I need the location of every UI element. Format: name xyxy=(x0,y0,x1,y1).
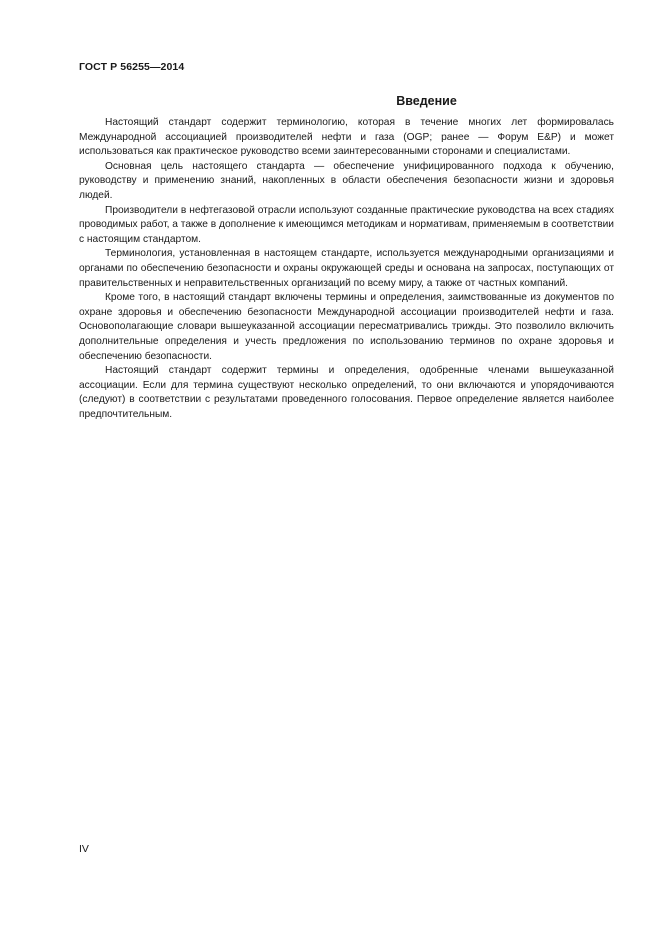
section-title: Введение xyxy=(396,94,457,108)
section-title-wrapper xyxy=(79,94,614,108)
paragraph-6: Настоящий стандарт содержит термины и определения, одобренные членами вышеуказанной ассоциации. Если для термина существуют несколько определений, то они включаются и упорядочиваются (следуют) в соответствии с результатами проведенного голосования. Первое определение является наиболее предпочтительным. xyxy=(79,365,614,420)
page-number: IV xyxy=(79,843,89,855)
paragraph-2: Основная цель настоящего стандарта — обеспечение унифицированного подхода к обучению, руководству и применению знаний, накопленных в области обеспечения безопасности жизни и здоровья людей. xyxy=(79,160,614,201)
paragraph-4: Терминология, установленная в настоящем стандарте, используется международными организациями и органами по обеспечению безопасности и охраны окружающей среды и основана на запросах, поступающих от правительственных и неправительственных организаций по всему миру, а также от частных компаний. xyxy=(79,248,614,289)
document-code: ГОСТ Р 56255—2014 xyxy=(79,61,185,73)
paragraph-5: Кроме того, в настоящий стандарт включены термины и определения, заимствованные из документов по охране здоровья и обеспечению безопасности Международной ассоциации производителей нефти и газа. Основополагающие словари вышеуказанной ассоциации пересматривались трижды. Это позволило включить дополнительные определения и учесть предложения по использованию терминов по охране здоровья и обеспечению безопасности. xyxy=(79,292,614,362)
body-text xyxy=(79,116,614,422)
paragraph-3: Производители в нефтегазовой отрасли используют созданные практические руководства на всех стадиях проводимых работ, а также в дополнение к имеющимся методикам и нормативам, применяемым в соответствии с настоящим стандартом. xyxy=(79,204,614,245)
paragraph-1: Настоящий стандарт содержит терминологию, которая в течение многих лет формировалась Международной ассоциацией производителей нефти и газа (OGP; ранее — Форум E&P) и может использоваться как практическое руководство всеми заинтересованными сторонами и специалистами. xyxy=(79,117,614,158)
